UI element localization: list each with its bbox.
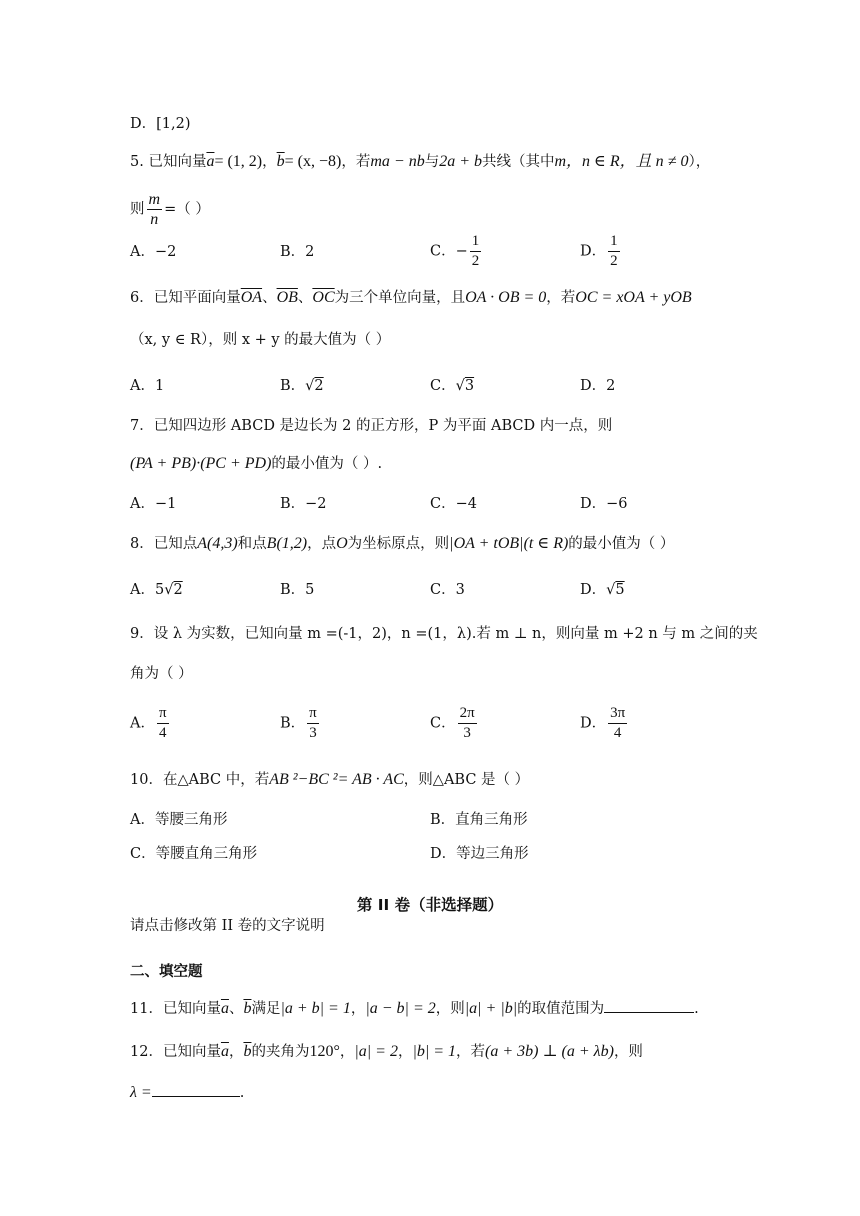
q6-option-c: C．√3 [430,378,475,394]
q8-option-d: D．√5 [580,582,625,598]
q9-option-c: C． $\frac{2\pi}{3}$ [430,705,475,741]
q10-option-c: C．等腰直角三角形 [130,846,258,862]
q12-answer-blank[interactable] [152,1082,240,1097]
q12-line1: 12．已知向量$\overline{a}$，$\overline{b}$的夹角为120°，|a| = 2，|b| = 1，若(a + 3b) ⊥ (a + λb)，则 [130,1043,643,1060]
q6-option-b: B．√2 [280,378,324,394]
q7-line2: (PA + PB)·(PC + PD)的最小值为（ ）. [130,455,383,472]
q7-option-b: B．−2 [280,496,327,512]
q6-line1: 6．已知平面向量$\overline{OA}$、$\overline{OB}$、$\overline{OC}$为三个单位向量，且OA · OB = 0，若OC = xOA + yOB [130,289,692,306]
q12-line2: λ = . [130,1084,245,1101]
q9-line2: 角为（ ） [130,666,193,682]
q5-option-a: A．−2 [130,244,177,260]
q6-option-d: D．2 [580,378,616,394]
q6-option-a: A．1 [130,378,165,394]
q8-line1: 8．已知点A(4,3)和点B(1,2)，点O为坐标原点，则|OA + tOB|(t ∈ R)的最小值为（ ） [130,535,675,552]
section-heading: 第 II 卷（非选择题） [356,896,504,914]
q10-option-d: D．等边三角形 [430,846,529,862]
q10-line1: 10．在△ABC 中，若AB ²−BC ²= AB · AC，则△ABC 是（ ） [130,771,530,788]
q5-option-b: B．2 [280,244,315,260]
q8-option-c: C．3 [430,582,465,598]
part-title: 二、填空题 [130,964,203,980]
q6-line2: （x, y ∈ R），则 x + y 的最大值为（ ） [130,332,391,348]
q9-option-d: D． $\frac{3\pi}{4}$ [580,705,626,741]
q5-option-c: C．− $\frac{1}{2}$ [430,233,480,269]
q4-option-d: D．[1,2) [130,116,191,132]
q5-option-d: D． $\frac{1}{2}$ [580,233,618,269]
q5-fraction: $\frac{m}{n}$ [148,191,161,228]
q9-option-b: B． $\frac{\pi}{3}$ [280,705,317,741]
q7-option-c: C．−4 [430,496,477,512]
section-note: 请点击修改第 II 卷的文字说明 [130,918,325,934]
q9-option-a: A． $\frac{\pi}{4}$ [130,705,167,741]
q10-option-b: B．直角三角形 [430,812,528,828]
q10-option-a: A．等腰三角形 [130,812,228,828]
q7-option-a: A．−1 [130,496,177,512]
q7-option-d: D．−6 [580,496,628,512]
q9-line1: 9．设 λ 为实数，已知向量 m =(-1，2)，n =(1，λ).若 m ⊥ n，则向量 m +2 n 与 m 之间的夹 [130,626,758,642]
q5-line1: 5. 已知向量$\overline{a}= (1$, 2)，$\overline{b}= (x$, −8)，若ma − nb与2a + b共线（其中m，n ∈ R，且 n ≠ 0）， [130,153,711,170]
q8-option-b: B．5 [280,582,315,598]
q11-line1: 11．已知向量$\overline{a}$、$\overline{b}$满足|a + b| = 1，|a − b| = 2，则|a| + |b|的取值范围为 . [130,1000,699,1017]
q7-line1: 7．已知四边形 ABCD 是边长为 2 的正方形，P 为平面 ABCD 内一点，则 [130,418,613,434]
q5-line2: 则 $\frac{m}{n}$ =（ ） [130,191,210,228]
q11-answer-blank[interactable] [604,998,694,1013]
q8-option-a: A．5√2 [130,582,183,598]
